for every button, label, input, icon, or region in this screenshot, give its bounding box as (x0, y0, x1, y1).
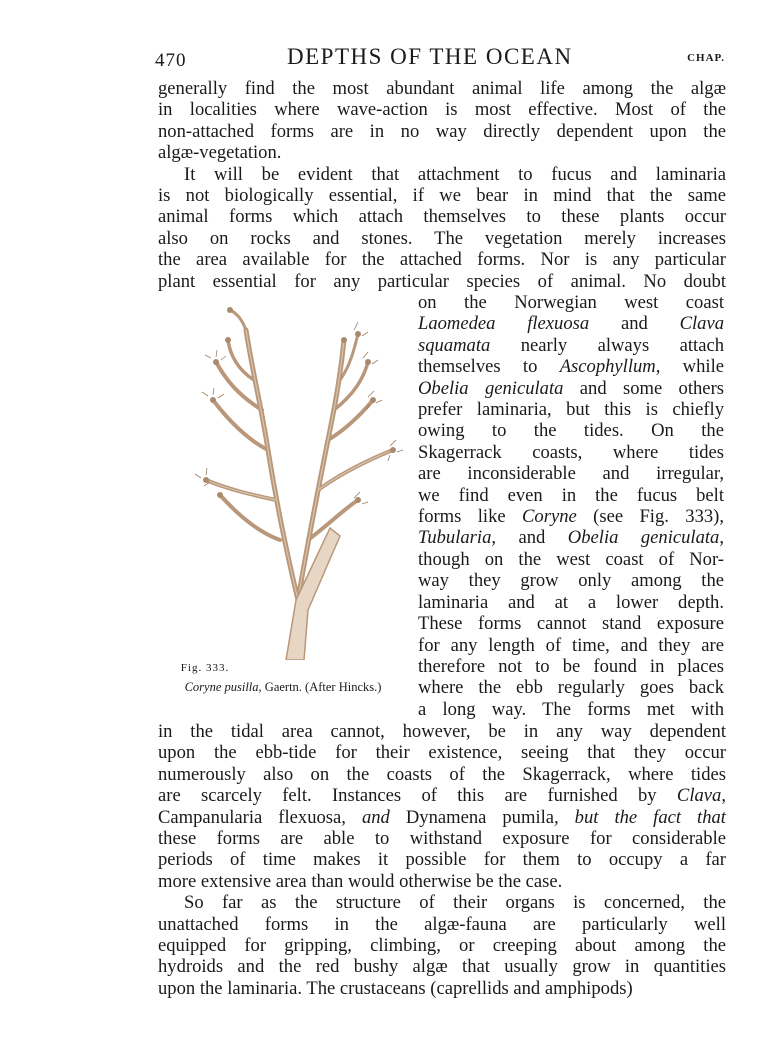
running-title: DEPTHS OF THE OCEAN (287, 44, 573, 69)
text-line: prefer laminaria, but this is chiefly (418, 399, 724, 421)
text-line (158, 785, 726, 806)
text-line (418, 506, 724, 527)
text-line: upon the ebb-tide for their existence, seeing that they occur (158, 742, 726, 764)
italic-term: Ascophyllum (559, 356, 656, 378)
italic-term: Coryne (522, 506, 577, 528)
figure-caption (158, 680, 408, 695)
text-line (418, 313, 724, 334)
italic-term: Clava (676, 785, 722, 807)
text-line: in the tidal area cannot, however, be in any way dependent (158, 721, 726, 742)
figure-333 (158, 300, 408, 705)
italic-term: , but the fact that (554, 806, 726, 828)
italic-term: Obelia geniculata (418, 377, 564, 399)
text-line: Skagerrack coasts, where tides (418, 441, 724, 463)
italic-term: Clava (679, 313, 724, 335)
caption-attribution: , Gaertn. (After Hincks.) (258, 680, 382, 694)
text-line: therefore not to be found in places (418, 655, 724, 677)
italic-term: , and (341, 806, 406, 828)
paragraph-block-bottom (158, 721, 726, 999)
text-line: where the ebb regularly goes back (418, 677, 724, 699)
text-line: also on rocks and stones. The vegetation merely increases (158, 227, 726, 249)
caption-species: Coryne pusilla (184, 680, 259, 694)
text-run: nearly always attach (490, 334, 724, 356)
text-run: are scarcely felt. Instances of this are furnished by (158, 785, 677, 807)
running-header (155, 42, 725, 72)
text-run: , while (655, 356, 724, 378)
figure-label: Fig. 333. (180, 662, 230, 674)
text-run: and some others (563, 377, 724, 399)
text-line: laminaria and at a lower depth. (418, 591, 724, 613)
italic-term: Obelia geniculata (567, 527, 720, 549)
text-line: hydroids and the red bushy algæ that usually grow in quantities (158, 956, 726, 978)
text-line (418, 335, 724, 356)
text-line: these forms are able to withstand exposure for considerable (158, 828, 726, 850)
paragraph-block-top (158, 78, 726, 292)
text-run: Campanularia flexuosa (158, 806, 342, 828)
text-line: way they grow only among the (418, 570, 724, 592)
text-line: upon the laminaria. The crustaceans (caprellids and amphipods) (158, 977, 633, 999)
italic-term: Laomedea flexuosa (418, 313, 590, 335)
text-line: numerously also on the coasts of the Skagerrack, where tides (158, 763, 726, 785)
text-line: So far as the structure of their organs is concerned, the (184, 892, 726, 914)
text-line: algæ-vegetation. (158, 142, 282, 164)
wrapped-text-column (418, 292, 724, 720)
text-run: Dynamena pumila (405, 806, 555, 828)
text-run: , (719, 527, 725, 549)
text-line: animal forms which attach themselves to these plants occur (158, 206, 726, 228)
text-line: non-attached forms are in no way directly dependent upon the (158, 120, 726, 142)
text-line: for any length of time, and they are (418, 634, 724, 656)
text-line: is not biologically essential, if we bear in mind that the same (158, 185, 726, 207)
text-line: though on the west coast of Nor- (418, 548, 724, 570)
text-line: in localities where wave-action is most effective. Most of the (158, 99, 726, 121)
text-run: (see Fig. 333), (576, 506, 725, 528)
text-line: more extensive area than would otherwise be the case. (158, 870, 563, 892)
text-line: These forms cannot stand exposure (418, 613, 724, 635)
text-line: plant essential for any particular species of animal. No doubt (158, 270, 726, 292)
text-line (418, 527, 724, 548)
text-line: the area available for the attached forms. Nor is any particular (158, 249, 726, 271)
page-number: 470 (155, 50, 187, 71)
text-line (418, 378, 724, 399)
chapter-abbrev: CHAP. (687, 52, 725, 64)
text-line: a long way. The forms met with (418, 698, 724, 720)
italic-term: Tubularia (418, 527, 492, 549)
text-run: themselves to (418, 356, 560, 378)
text-line: generally find the most abundant animal life among the algæ (158, 78, 726, 99)
text-run: , (721, 785, 726, 807)
text-run: forms like (418, 506, 523, 528)
text-line: periods of time makes it possible for them to occupy a far (158, 849, 726, 871)
text-line: are inconsiderable and irregular, (418, 463, 724, 485)
coryne-pusilla-illustration (158, 300, 408, 660)
italic-term: squamata (418, 334, 491, 356)
text-line: It will be evident that attachment to fucus and laminaria (184, 163, 726, 185)
text-line: equipped for gripping, climbing, or creeping about among the (158, 935, 726, 957)
text-line: unattached forms in the algæ-fauna are particularly well (158, 913, 726, 935)
text-line (158, 807, 726, 828)
text-run: and (589, 313, 680, 335)
text-run: , and (491, 527, 568, 549)
text-line: we find even in the fucus belt (418, 484, 724, 506)
text-line: on the Norwegian west coast (418, 292, 724, 313)
text-line: owing to the tides. On the (418, 420, 724, 442)
text-line (418, 356, 724, 377)
